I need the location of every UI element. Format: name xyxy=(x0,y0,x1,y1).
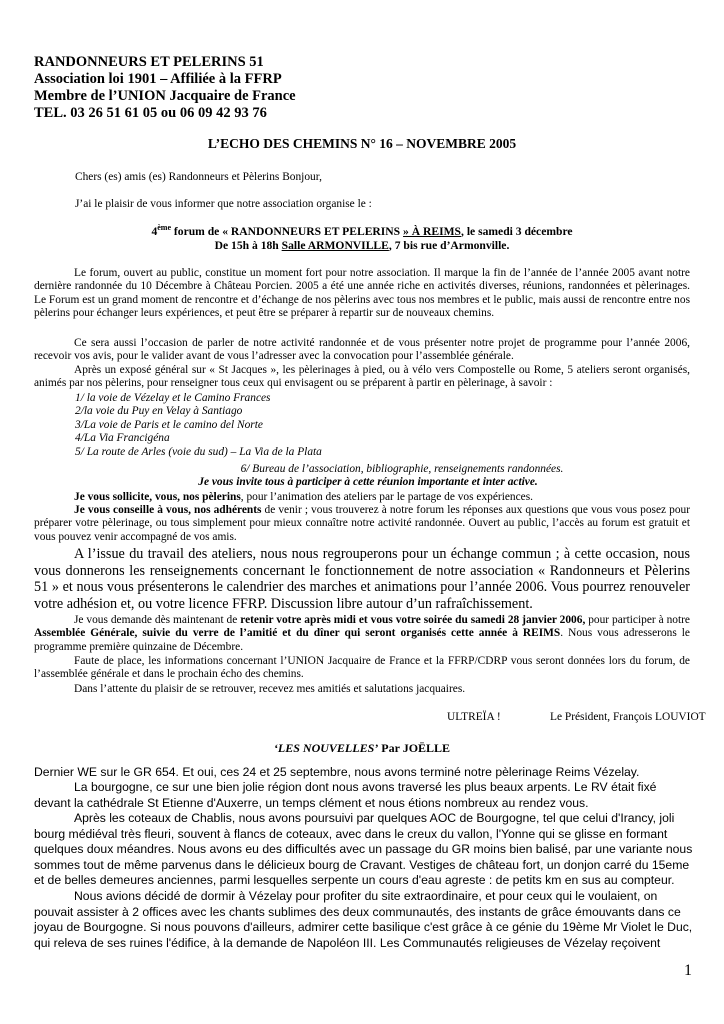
forum-city: » À REIMS xyxy=(403,225,462,238)
signature-ultreia: ULTREÏA ! xyxy=(447,711,501,723)
closing-line: Dans l’attente du plaisir de se retrouver, recevez mes amitiés et salutations jacquaires. xyxy=(74,683,466,695)
workshop-item: 5/ La route de Arles (voie du sud) – La Via de la Plata xyxy=(75,445,322,458)
news-paragraph: Nous avions décidé de dormir à Vézelay pour profiter du site extraordinaire, et pour ceux qui le voulaient, on pouvait assister à 2 offices avec les chants sublimes des deux communautés, des instants de grâce émouvants dans ce joyau de Bourgogne. Si nous pouvons d'ailleurs, admirer cette basilique c'est grâce à ce génie du 19ème Mr Violet le Duc, qui releva de ses ruines l'édifice, à la demande de Napoléon III. Les Communautés religieuses de Vézelay reçoivent xyxy=(34,889,693,950)
assembly-program: . Nous vous adresserons le programme première quinzaine de Décembre. xyxy=(34,627,690,653)
assembly-event: Assemblée Générale, suivie du verre de l’amitié et du dîner qui seront organisés cette année à REIMS xyxy=(34,627,561,640)
news-paragraph: La bourgogne, ce sur une bien jolie région dont nous avons traversé les plus beaux arpents. Le RV était fixé devant la cathédrale St Etienne d'Auxerre, un temps clément et nous étions nombreux au rendez vous. xyxy=(34,780,657,810)
page-number: 1 xyxy=(684,962,692,979)
intro-line: J’ai le plaisir de vous informer que notre association organise le : xyxy=(75,198,372,210)
forum-name: forum de « RANDONNEURS ET PELERINS xyxy=(171,225,404,238)
paragraph-workshops: Après un exposé général sur « St Jacques », les pèlerinages à pied, ou à vélo vers Compostelle ou Rome, 5 ateliers seront organisés, animés par nos pèlerins, pour renseigner tous ceux qui envisagent ou se préparent à partir en pèlerinage, à savoir : xyxy=(34,364,690,390)
newsletter-title: L’ECHO DES CHEMINS N° 16 – NOVEMBRE 2005 xyxy=(207,136,517,151)
news-heading xyxy=(0,741,724,756)
workshop-item: 3/La voie de Paris et le camino del Norte xyxy=(75,418,263,431)
paragraph-general-assembly xyxy=(34,614,690,654)
pilgrims-text: , pour l’animation des ateliers par le partage de vos expériences. xyxy=(240,491,534,503)
members-text: de venir ; vous trouverez à notre forum les réponses aux questions que vous vous posez pour préparer votre pèlerinage, ou tous simplement pour mieux connaître notre activité randonnée. Ouvert au public, l’accès au forum est gratuit et vous pouvez venir accompagné de vos amis. xyxy=(34,504,691,543)
news-title: ‘LES NOUVELLES’ xyxy=(273,741,379,755)
news-paragraph: Dernier WE sur le GR 654. Et oui, ces 24 et 25 septembre, nous avons terminé notre pèlerinage Reims Vézelay. xyxy=(34,765,640,779)
members-emphasis: Je vous conseille à vous, nos adhérents xyxy=(74,504,262,516)
forum-announcement xyxy=(34,225,690,253)
header-line-phone: TEL. 03 26 51 61 05 ou 06 09 42 93 76 xyxy=(34,105,267,121)
paragraph-members xyxy=(34,504,690,544)
workshop-list xyxy=(75,392,322,459)
greeting: Chers (es) amis (es) Randonneurs et Pèlerins Bonjour, xyxy=(75,171,322,183)
workshop-item: 1/ la voie de Vézelay et le Camino Frances xyxy=(75,392,271,404)
header-line-association: Association loi 1901 – Affiliée à la FFRP xyxy=(34,71,282,87)
assembly-date: retenir votre après midi et vous votre soirée du samedi 28 janvier 2006, xyxy=(240,614,586,626)
forum-hours: De 15h à 18h xyxy=(214,239,282,253)
paragraph-exchange: A l’issue du travail des ateliers, nous nous regrouperons pour un échange commun ; à cette occasion, nous vous donnerons les renseignements concernant le fonctionnement de notre association « Randonneurs et Pèlerins 51 » et nous vous présenterons le calendrier des marches et animations pour l’année 2006. Vous pourrez renouveler votre adhésion et, ou votre licence FFRP. Discussion libre autour d’un rafraîchissement. xyxy=(34,546,690,612)
assembly-mid: pour participer à notre xyxy=(585,614,690,626)
workshop-item: 2/la voie du Puy en Velay à Santiago xyxy=(75,405,243,418)
paragraph-information: Faute de place, les informations concernant l’UNION Jacquaire de France et la FFRP/CDRP vous seront données lors du forum, de l’assemblée générale et dans le prochain écho des chemins. xyxy=(34,655,690,681)
header-line-name: RANDONNEURS ET PELERINS 51 xyxy=(34,54,264,70)
forum-date: , le samedi 3 décembre xyxy=(461,225,573,238)
signature-president: Le Président, François LOUVIOT xyxy=(550,711,706,723)
forum-number: 4 xyxy=(151,225,158,238)
paragraph-forum: Le forum, ouvert au public, constitue un moment fort pour notre association. Il marque la fin de l’année de l’année 2005 avant notre dernière randonnée du 10 Décembre à Château Porcien. 2005 a été une année riche en activités diverses, réunions, randonnées et pèlerinages. Le Forum est un grand moment de rencontre et d’échange de nos pèlerins avec tous nos membres et le public, mais aussi de rencontre entre nos pèlerins pour échanger leurs expériences, et peut être se préparer à repartir sur de nouveaux chemins. xyxy=(34,267,690,320)
paragraph-pilgrims xyxy=(34,491,690,504)
forum-number-suffix: ème xyxy=(157,223,172,233)
assembly-intro: Je vous demande dès maintenant de xyxy=(74,614,241,626)
news-paragraph: Après les coteaux de Chablis, nous avons poursuivi par quelques AOC de Bourgogne, tel que celui d'Irancy, joli bourg médiéval très fleuri, souvent à flancs de coteaux, avec dans le creux du vallon, l'Yonne qui se glisse en formant quelques doux méandres. Nous avons eu des difficultés avec un passage du GR moins bien balisé, par une variante nous sommes tout de même parvenus dans le délicieux bourg de Cravant. Vestiges de château fort, un donjon carré du 15eme et de belles demeures anciennes, parmi lesquelles serpente un cours d'eau agreste : de petits km en sus au compteur. xyxy=(34,811,693,888)
workshop-item: 4/La Via Francigéna xyxy=(75,432,170,445)
workshop-item-bureau: 6/ Bureau de l’association, bibliographie, renseignements randonnées. xyxy=(240,463,564,475)
pilgrims-emphasis: Je vous sollicite, vous, nos pèlerins xyxy=(74,491,241,503)
association-header xyxy=(34,54,296,122)
forum-address: , 7 bis rue d’Armonville. xyxy=(388,239,510,253)
header-line-membership: Membre de l’UNION Jacquaire de France xyxy=(34,88,296,104)
invitation-line: Je vous invite tous à participer à cette réunion importante et inter active. xyxy=(198,476,538,488)
paragraph-program: Ce sera aussi l’occasion de parler de notre activité randonnée et de vous présenter notre projet de programme pour l’année 2006, recevoir vos avis, pour le valider avant de vous l’adresser avec la convocation pour l’assemblée générale. xyxy=(34,337,690,363)
news-author: Par JOËLLE xyxy=(378,741,451,755)
forum-venue: Salle ARMONVILLE xyxy=(281,239,389,253)
